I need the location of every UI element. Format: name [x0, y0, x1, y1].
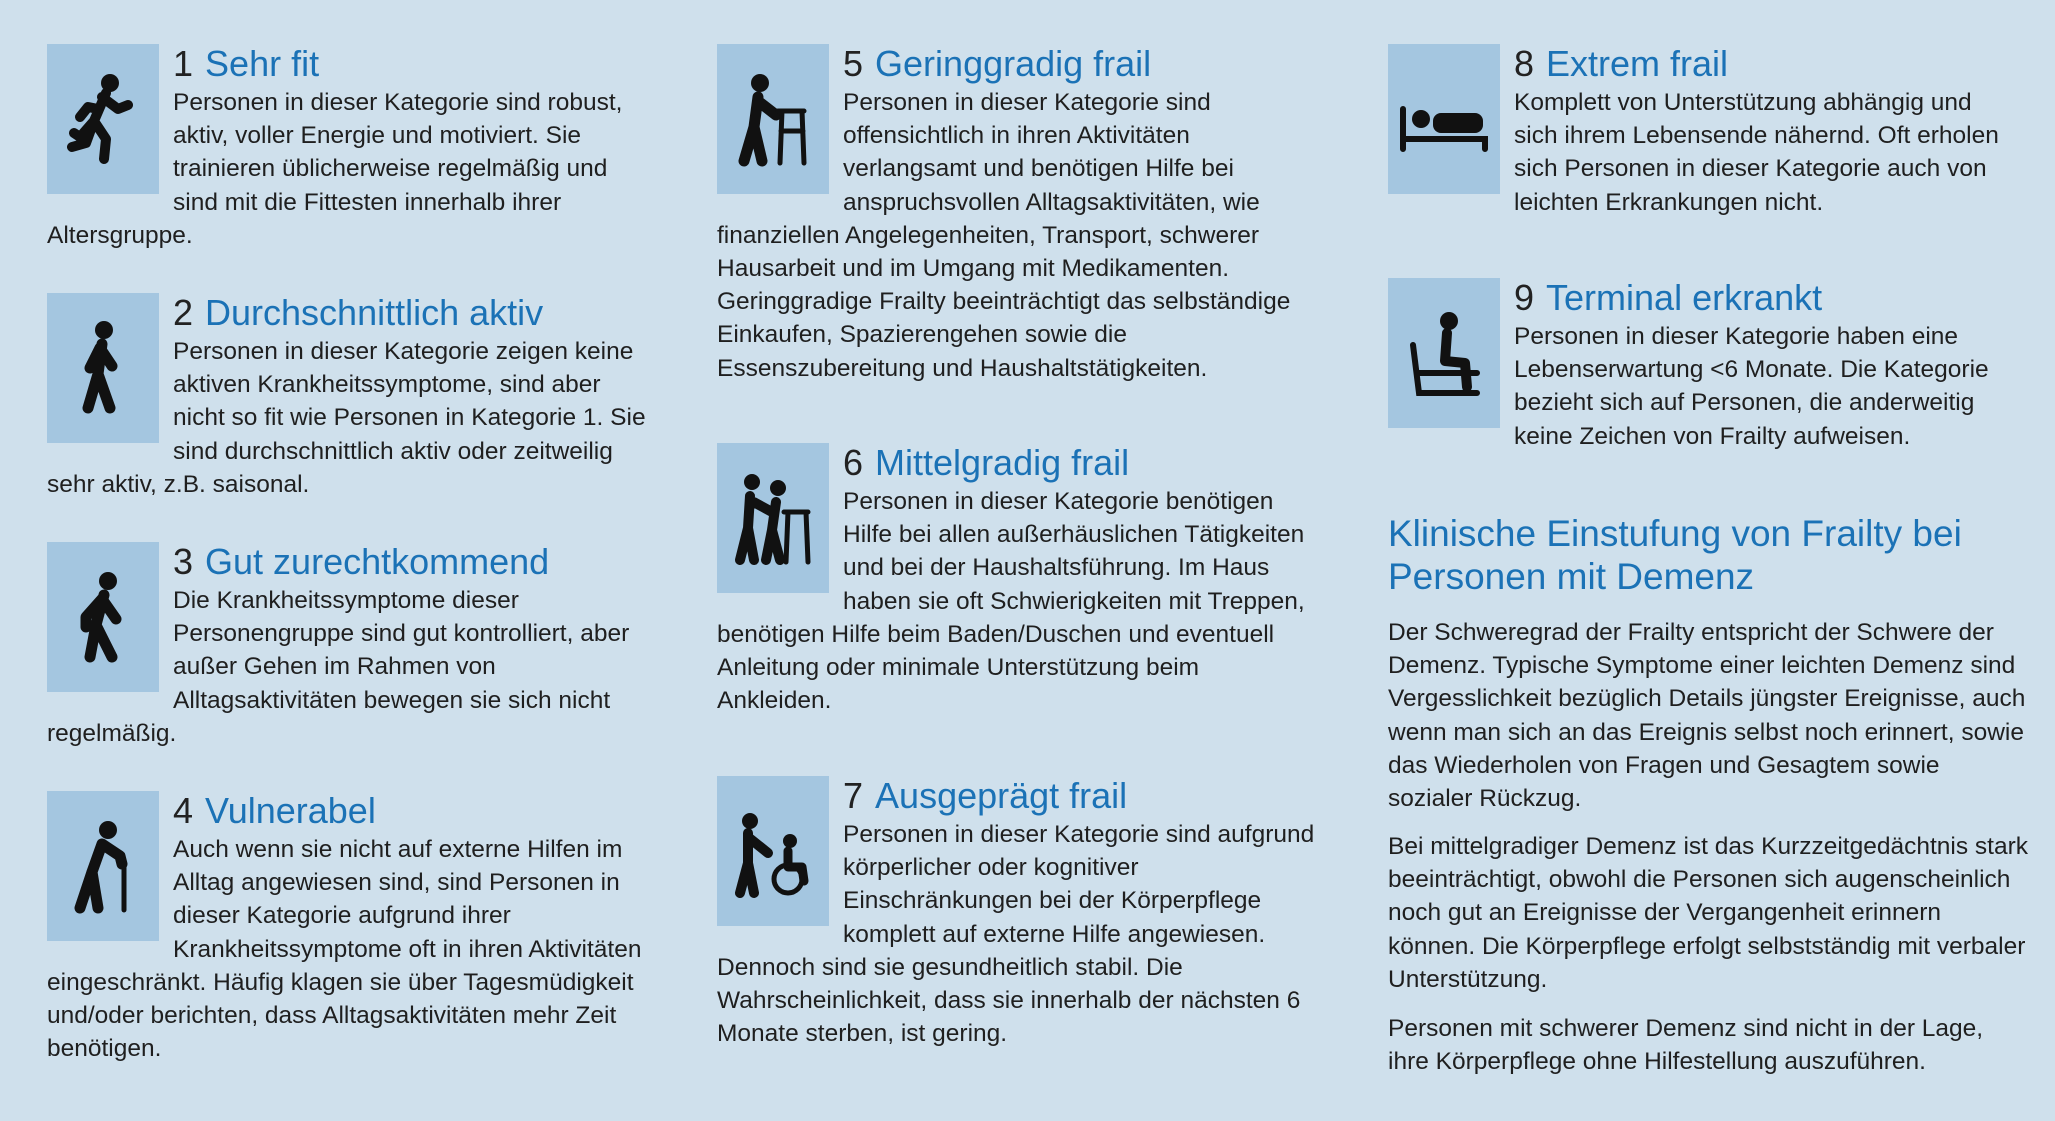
category-description: Personen in dieser Kategorie haben eine Lebenserwartung <6 Monate. Die Kategorie bezieht sich auf Personen, die anderweitig keine Zeichen von Frailty aufweisen.	[1514, 323, 1989, 450]
person-in-wheelchair-with-helper-icon	[717, 776, 829, 926]
dementia-heading: Klinische Einstufung von Frailty bei Personen mit Demenz	[1388, 513, 1962, 597]
category-9	[1388, 278, 2018, 453]
person-in-bed-icon	[1388, 44, 1500, 194]
category-1	[47, 44, 647, 252]
category-5	[717, 44, 1317, 385]
category-description: Personen in dieser Kategorie benötigen Hilfe bei allen außerhäuslichen Tätigkeiten und bei der Haushaltsführung. Im Haus haben sie oft Schwierigkeiten mit Treppen, benötigen Hilfe beim Baden/Duschen und eventuell Anleitung oder minimale Unterstützung beim Ankleiden.	[717, 488, 1305, 715]
dementia-paragraph-2: Bei mittelgradiger Demenz ist das Kurzzeitgedächtnis stark beeinträchtigt, obwohl die Personen sich augenscheinlich noch gut an Ereignisse der Vergangenheit erinnern können. Die Körperpflege erfolgt selbstständig mit verbaler Unterstützung.	[1388, 833, 2029, 993]
slow-walking-person-icon	[47, 542, 159, 692]
person-in-armchair-icon	[1388, 278, 1500, 428]
category-description: Auch wenn sie nicht auf externe Hilfen im Alltag angewiesen sind, sind Personen in dieser Kategorie aufgrund ihrer Krankheitssymptome oft in ihren Aktivitäten eingeschränkt. Häufig klagen sie über Tagesmüdigkeit und/oder berichten, dass Alltagsaktivitäten mehr Zeit benötigen.	[47, 836, 642, 1063]
category-title: 4 Vulnerabel	[173, 790, 376, 831]
category-title: 6 Mittelgradig frail	[843, 442, 1130, 483]
person-with-cane-icon	[47, 791, 159, 941]
category-title: 5 Geringgradig frail	[843, 43, 1152, 84]
category-3	[47, 542, 647, 750]
category-title: 1 Sehr fit	[173, 43, 320, 84]
category-description: Personen in dieser Kategorie sind offensichtlich in ihren Aktivitäten verlangsamt und benötigen Hilfe bei anspruchsvollen Alltagsaktivitäten, wie finanziellen Angelegenheiten, Transport, schwerer Hausarbeit und im Umgang mit Medikamenten. Geringgradige Frailty beeinträchtigt das selbständige Einkaufen, Spazierengehen sowie die Essenszubereitung und Haushaltstätigkeiten.	[717, 89, 1291, 382]
category-6	[717, 443, 1317, 717]
category-title: 2 Durchschnittlich aktiv	[173, 292, 544, 333]
category-description: Personen in dieser Kategorie sind aufgrund körperlicher oder kognitiver Einschränkungen bei der Körperpflege komplett auf externe Hilfe angewiesen. Dennoch sind sie gesundheitlich stabil. Die Wahrscheinlichkeit, dass sie innerhalb der nächsten 6 Monate sterben, ist gering.	[717, 821, 1315, 1048]
category-title: 7 Ausgeprägt frail	[843, 775, 1128, 816]
category-description: Komplett von Unterstützung abhängig und sich ihrem Lebensende nähernd. Oft erholen sich Personen in dieser Kategorie auch von leichten Erkrankungen nicht.	[1514, 89, 1999, 216]
dementia-paragraph-3: Personen mit schwerer Demenz sind nicht in der Lage, ihre Körperpflege ohne Hilfestellung auszuführen.	[1388, 1015, 1984, 1076]
dementia-paragraph-1: Der Schweregrad der Frailty entspricht der Schwere der Demenz. Typische Symptome einer leichten Demenz sind Vergesslichkeit bezüglich Details jüngster Ereignisse, auch wenn man sich an das Ereignis selbst noch erinnert, sowie das Wiederholen von Fragen und Gesagtem sowie sozialer Rückzug.	[1388, 619, 2026, 813]
category-title: 3 Gut zurechtkommend	[173, 541, 550, 582]
person-with-walker-icon	[717, 44, 829, 194]
category-title: 9 Terminal erkrankt	[1514, 277, 1823, 318]
assisted-person-with-walker-icon	[717, 443, 829, 593]
category-title: 8 Extrem frail	[1514, 43, 1729, 84]
category-description: Die Krankheitssymptome dieser Personengruppe sind gut kontrolliert, aber außer Gehen im Rahmen von Alltagsaktivitäten bewegen sie sich nicht regelmäßig.	[47, 587, 630, 747]
category-description: Personen in dieser Kategorie sind robust, aktiv, voller Energie und motiviert. Sie trainieren üblicherweise regelmäßig und sind mit die Fittesten innerhalb ihrer Altersgruppe.	[47, 89, 623, 249]
category-4	[47, 791, 647, 1065]
category-description: Personen in dieser Kategorie zeigen keine aktiven Krankheitssymptome, sind aber nicht so fit wie Personen in Kategorie 1. Sie sind durchschnittlich aktiv oder zeitweilig sehr aktiv, z.B. saisonal.	[47, 338, 646, 498]
category-2	[47, 293, 647, 501]
category-7	[717, 776, 1317, 1050]
walking-person-icon	[47, 293, 159, 443]
running-person-icon	[47, 44, 159, 194]
category-8	[1388, 44, 2018, 219]
